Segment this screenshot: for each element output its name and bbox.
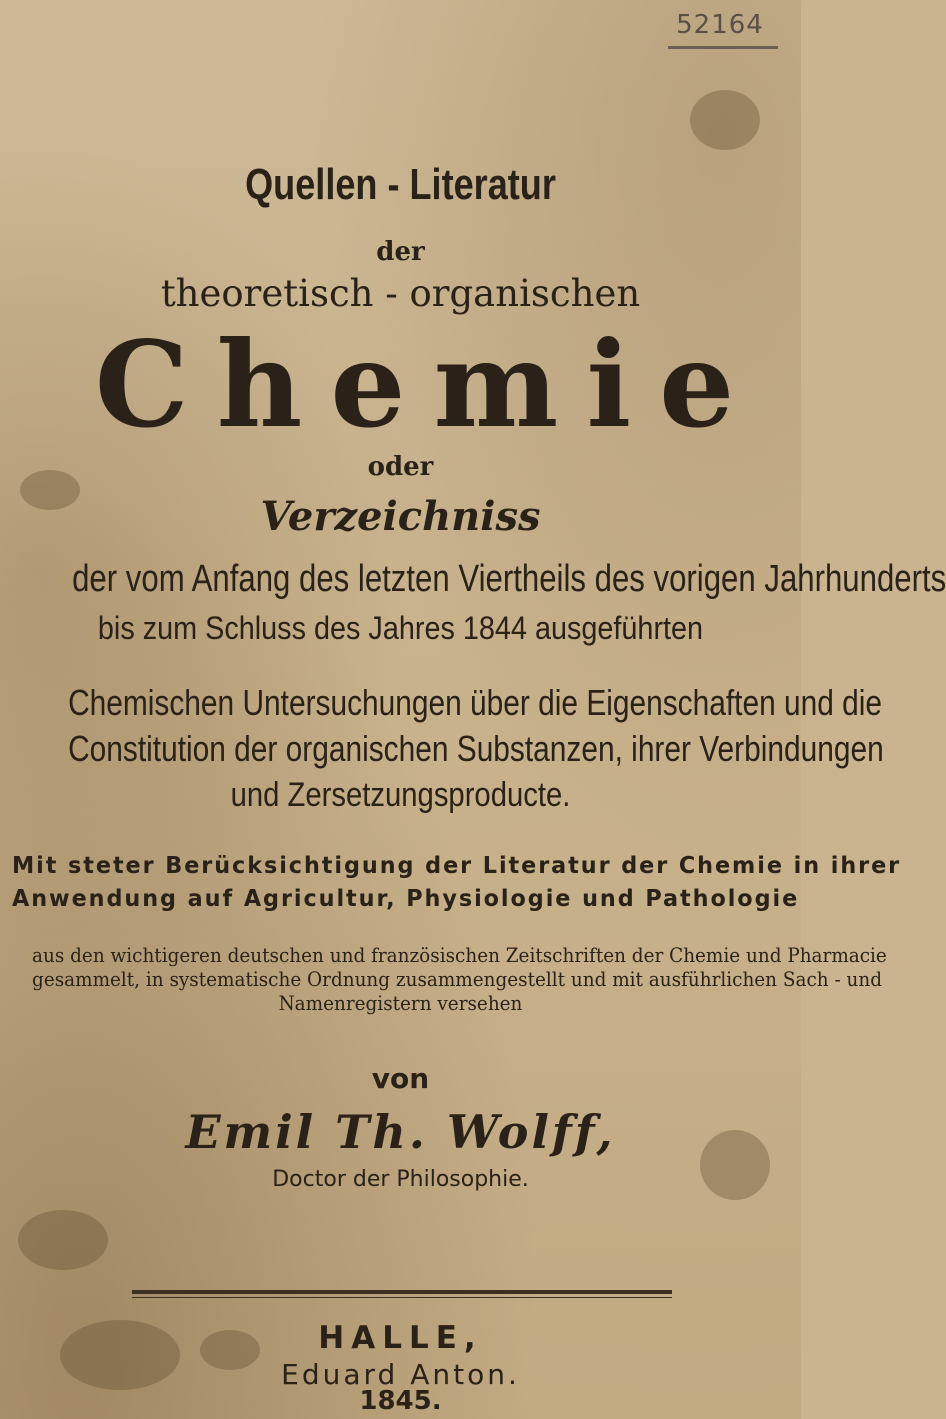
source-line-3: Namenregistern versehen (278, 991, 523, 1015)
imprint-publisher: Eduard Anton. (281, 1358, 520, 1391)
subtitle-line-4: Constitution der organischen Substanzen, ihrer Verbindungen (68, 728, 884, 769)
imprint-rule-thin (132, 1297, 672, 1298)
author-prefix: von (371, 1062, 430, 1095)
imprint-year: 1845. (359, 1386, 442, 1416)
subtitle-line-3: Chemischen Untersuchungen über die Eigenschaften und die (68, 682, 883, 723)
scope-line-1: Mit steter Berücksichtigung der Literatur der Chemie in ihrer (12, 853, 902, 879)
title-der: der (376, 237, 425, 267)
subtitle-line-2: bis zum Schluss des Jahres 1844 ausgeführten (97, 610, 704, 646)
title-theoretisch: theoretisch - organischen (160, 272, 641, 315)
author-name: Emil Th. Wolff, (185, 1105, 616, 1159)
subtitle-line-5: und Zersetzungsproducte. (230, 776, 571, 814)
title-verzeichniss: Verzeichniss (260, 493, 541, 540)
scope-line-2: Anwendung auf Agricultur, Physiologie und Pathologie (12, 886, 800, 912)
imprint-rule (132, 1290, 672, 1294)
title-chemie: Chemie (94, 315, 763, 454)
imprint-city: HALLE, (318, 1320, 483, 1356)
main-title: Quellen - Literatur (245, 160, 556, 209)
shelfmark: 52164 (676, 10, 764, 40)
shelfmark-underline (668, 46, 778, 49)
author-degree: Doctor der Philosophie. (272, 1167, 529, 1192)
title-oder: oder (367, 452, 434, 482)
source-line-1: aus den wichtigeren deutschen und französischen Zeitschriften der Chemie und Pharmacie (32, 943, 887, 967)
subtitle-line-1: der vom Anfang des letzten Viertheils des vorigen Jahrhunderts (72, 558, 946, 600)
source-line-2: gesammelt, in systematische Ordnung zusammengestellt und mit ausführlichen Sach - und (32, 967, 883, 991)
